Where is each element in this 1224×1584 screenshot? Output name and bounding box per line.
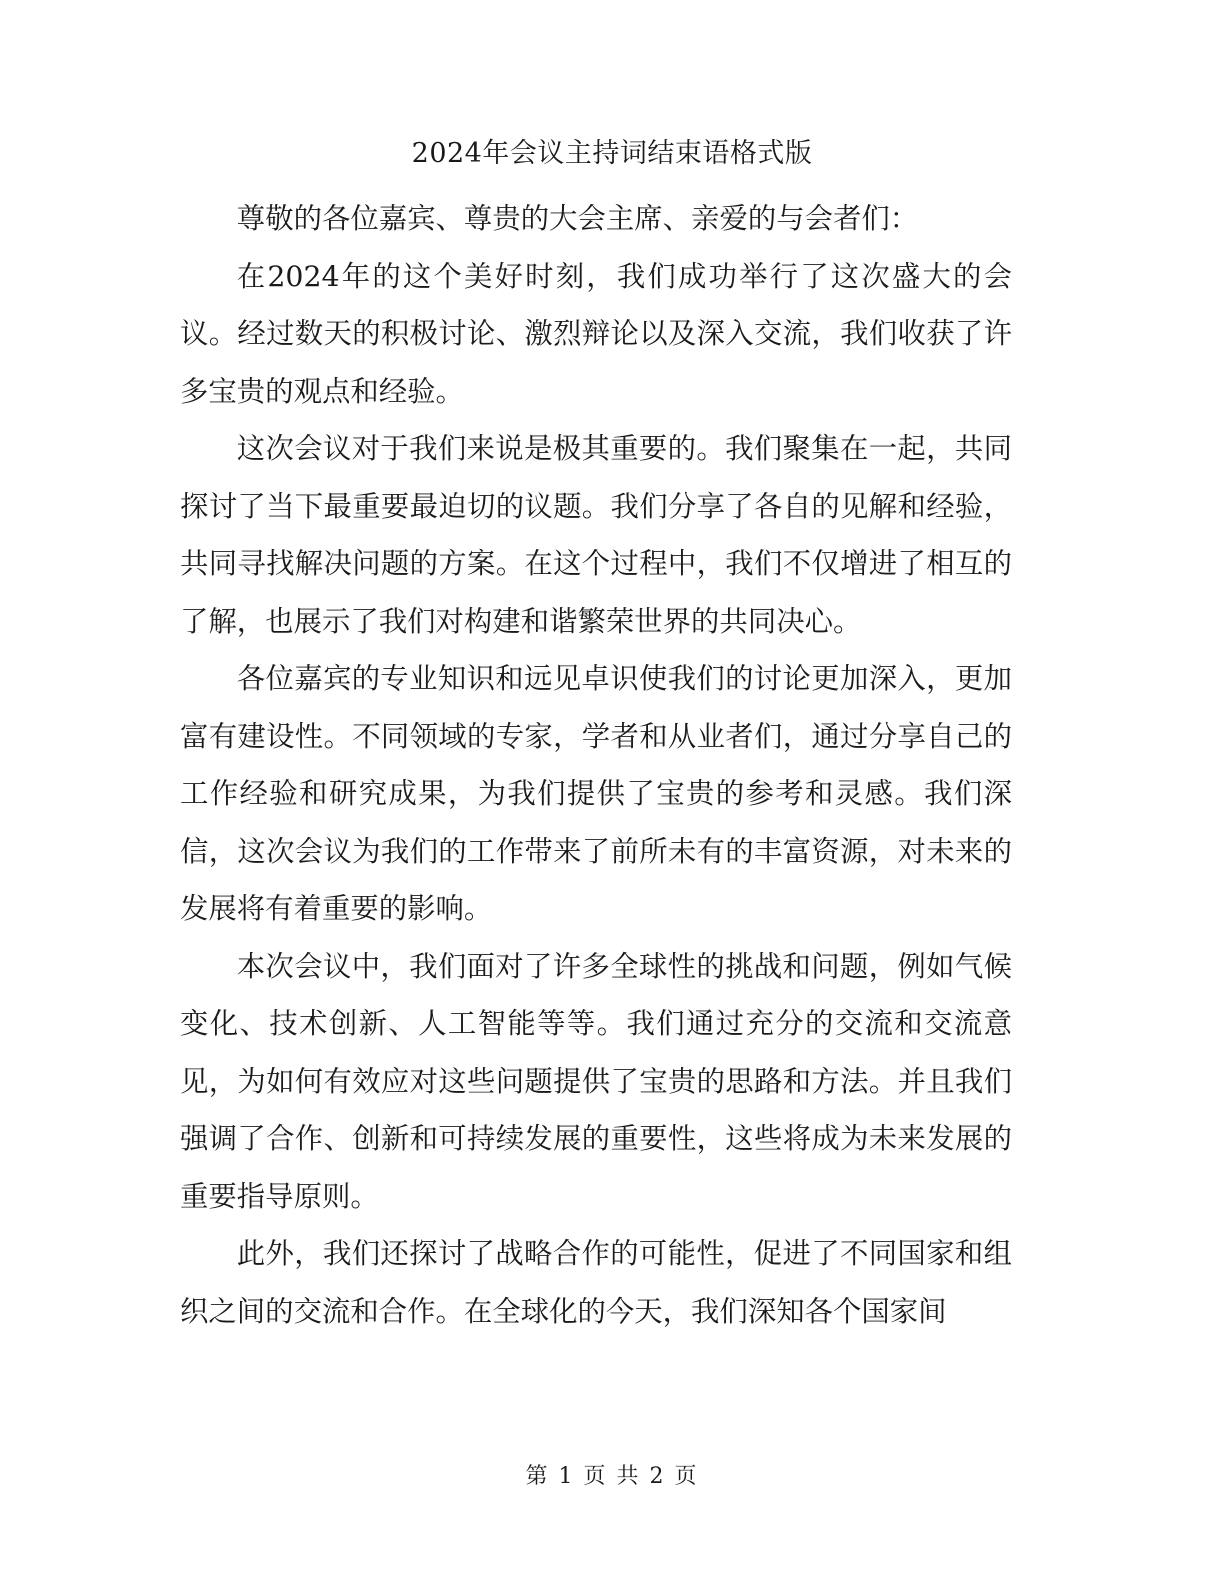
paragraph-5: 此外，我们还探讨了战略合作的可能性，促进了不同国家和组织之间的交流和合作。在全球化的今天，我们深知各个国家间 bbox=[180, 1237, 1012, 1328]
document-title: 2024年会议主持词结束语格式版 bbox=[411, 138, 813, 169]
document-body bbox=[180, 190, 1012, 1340]
greeting-line: 尊敬的各位嘉宾、尊贵的大会主席、亲爱的与会者们： bbox=[236, 202, 919, 235]
paragraph-2: 这次会议对于我们来说是极其重要的。我们聚集在一起，共同探讨了当下最重要最迫切的议题。我们分享了各自的见解和经验，共同寻找解决问题的方案。在这个过程中，我们不仅增进了相互的了解，也展示了我们对构建和谐繁荣世界的共同决心。 bbox=[180, 432, 1012, 638]
page-number-footer: 第 1 页 共 2 页 bbox=[525, 1464, 699, 1489]
paragraph-4: 本次会议中，我们面对了许多全球性的挑战和问题，例如气候变化、技术创新、人工智能等等。我们通过充分的交流和交流意见，为如何有效应对这些问题提供了宝贵的思路和方法。并且我们强调了合作、创新和可持续发展的重要性，这些将成为未来发展的重要指导原则。 bbox=[180, 949, 1012, 1213]
paragraph-3: 各位嘉宾的专业知识和远见卓识使我们的讨论更加深入，更加富有建设性。不同领域的专家，学者和从业者们，通过分享自己的工作经验和研究成果，为我们提供了宝贵的参考和灵感。我们深信，这次会议为我们的工作带来了前所未有的丰富资源，对未来的发展将有着重要的影响。 bbox=[180, 662, 1012, 925]
paragraph-1: 在2024年的这个美好时刻，我们成功举行了这次盛大的会议。经过数天的积极讨论、激烈辩论以及深入交流，我们收获了许多宝贵的观点和经验。 bbox=[180, 259, 1012, 408]
